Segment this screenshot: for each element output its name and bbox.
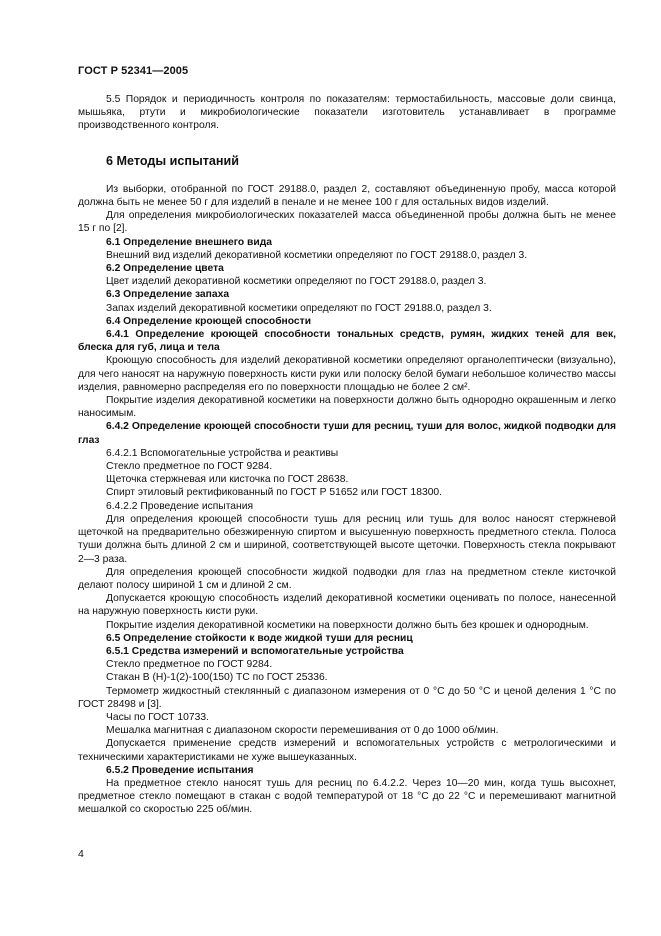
paragraph: Щеточка стержневая или кисточка по ГОСТ 28638. bbox=[106, 474, 349, 486]
subsection-heading: 6.1 Определение внешнего вида bbox=[106, 236, 272, 248]
subsection-heading: 6.4.1 Определение кроющей способности тональных средств, румян, жидких теней для век, блеска для губ, лица и тела bbox=[78, 329, 616, 354]
paragraph: Покрытие изделия декоративной косметики на поверхности должно быть однородно окрашенным и легко наносимым. bbox=[78, 395, 616, 420]
paragraph: Из выборки, отобранной по ГОСТ 29188.0, раздел 2, составляют объединенную пробу, масса которой должна быть не менее 50 г для изделий в пенале и не менее 100 г для остальных видов изделий. bbox=[78, 183, 616, 209]
paragraph: Допускается кроющую способность изделий декоративной косметики оценивать по полосе, нанесенной на наружную поверхность кисти руки. bbox=[78, 593, 616, 618]
paragraph: Внешний вид изделий декоративной косметики определяют по ГОСТ 29188.0, раздел 3. bbox=[106, 249, 528, 261]
paragraph: Для определения микробиологических показателей масса объединенной пробы должна быть не менее 15 г по [2]. bbox=[78, 210, 616, 235]
paragraph: Запах изделий декоративной косметики определяют по ГОСТ 29188.0, раздел 3. bbox=[106, 302, 492, 314]
paragraph: Мешалка магнитная с диапазоном скорости перемешивания от 0 до 1000 об/мин. bbox=[106, 725, 499, 737]
document-body bbox=[78, 93, 616, 817]
paragraph: Стекло предметное по ГОСТ 9284. bbox=[106, 659, 273, 671]
paragraph: Цвет изделий декоративной косметики определяют по ГОСТ 29188.0, раздел 3. bbox=[106, 276, 487, 288]
subsection-heading: 6.4 Определение кроющей способности bbox=[106, 315, 312, 327]
paragraph: Для определения кроющей способности жидкой подводки для глаз на предметном стекле кисточкой делают полосу шириной 1 см и длиной 2 см. bbox=[78, 566, 616, 591]
subsection-heading: 6.4.2 Определение кроющей способности туши для ресниц, туши для волос, жидкой подводки для глаз bbox=[78, 421, 616, 446]
subsection-heading: 6.2 Определение цвета bbox=[106, 263, 224, 275]
paragraph: 6.4.2.1 Вспомогательные устройства и реактивы bbox=[106, 447, 339, 459]
paragraph: Стакан В (Н)-1(2)-100(150) ТС по ГОСТ 25336. bbox=[106, 672, 328, 684]
subsection-heading: 6.5 Определение стойкости к воде жидкой туши для ресниц bbox=[106, 632, 413, 644]
paragraph: Стекло предметное по ГОСТ 9284. bbox=[106, 461, 273, 473]
paragraph: Кроющую способность для изделий декоративной косметики определяют органолептически (визуально), для чего наносят на наружную поверхность кисти руки или полоску белой бумаги небольшое количество массы изделия, равномерно распределяя его по поверхности площадью не более 2 см². bbox=[78, 355, 616, 393]
paragraph: Термометр жидкостный стеклянный с диапазоном измерения от 0 °С до 50 °С и ценой деления 1 °С по ГОСТ 28498 и [3]. bbox=[78, 685, 616, 710]
paragraph: Покрытие изделия декоративной косметики на поверхности должно быть без крошек и однородным. bbox=[106, 619, 589, 631]
subsection-heading: 6.3 Определение запаха bbox=[106, 289, 230, 301]
subsection-heading: 6.5.2 Проведение испытания bbox=[106, 764, 254, 776]
paragraph: Допускается применение средств измерений и вспомогательных устройств с метрологическими и техническими характеристиками не хуже вышеуказанных. bbox=[78, 738, 616, 763]
paragraph: 6.4.2.2 Проведение испытания bbox=[106, 500, 254, 512]
paragraph: На предметное стекло наносят тушь для ресниц по 6.4.2.2. Через 10—20 мин, когда тушь высохнет, предметное стекло помещают в стакан с водой температурой от 18 °С до 22 °С и перемешивают магнитной мешалкой со скоростью 225 об/мин. bbox=[78, 777, 616, 816]
subsection-heading: 6.5.1 Средства измерений и вспомогательные устройства bbox=[106, 645, 404, 657]
section-heading: 6 Методы испытаний bbox=[106, 153, 239, 168]
paragraph: Для определения кроющей способности тушь для ресниц или тушь для волос наносят стержневой щеточкой на предварительно обезжиренную спиртом и высушенную поверхность предметного стекла. Полоса туши должна быть длиной 2 см и шириной, соответствующей высоте щеточки. Поверхность стекла покрывают 2—3 раза. bbox=[78, 513, 616, 565]
document-header: ГОСТ Р 52341—2005 bbox=[78, 65, 189, 77]
paragraph: 5.5 Порядок и периодичность контроля по показателям: термостабильность, массовые доли свинца, мышьяка, ртути и микробиологические показатели изготовитель устанавливает в программе производственного контроля. bbox=[78, 94, 616, 132]
paragraph: Спирт этиловый ректификованный по ГОСТ Р 51652 или ГОСТ 18300. bbox=[106, 487, 443, 499]
page-number: 4 bbox=[78, 848, 84, 860]
paragraph: Часы по ГОСТ 10733. bbox=[106, 711, 209, 723]
